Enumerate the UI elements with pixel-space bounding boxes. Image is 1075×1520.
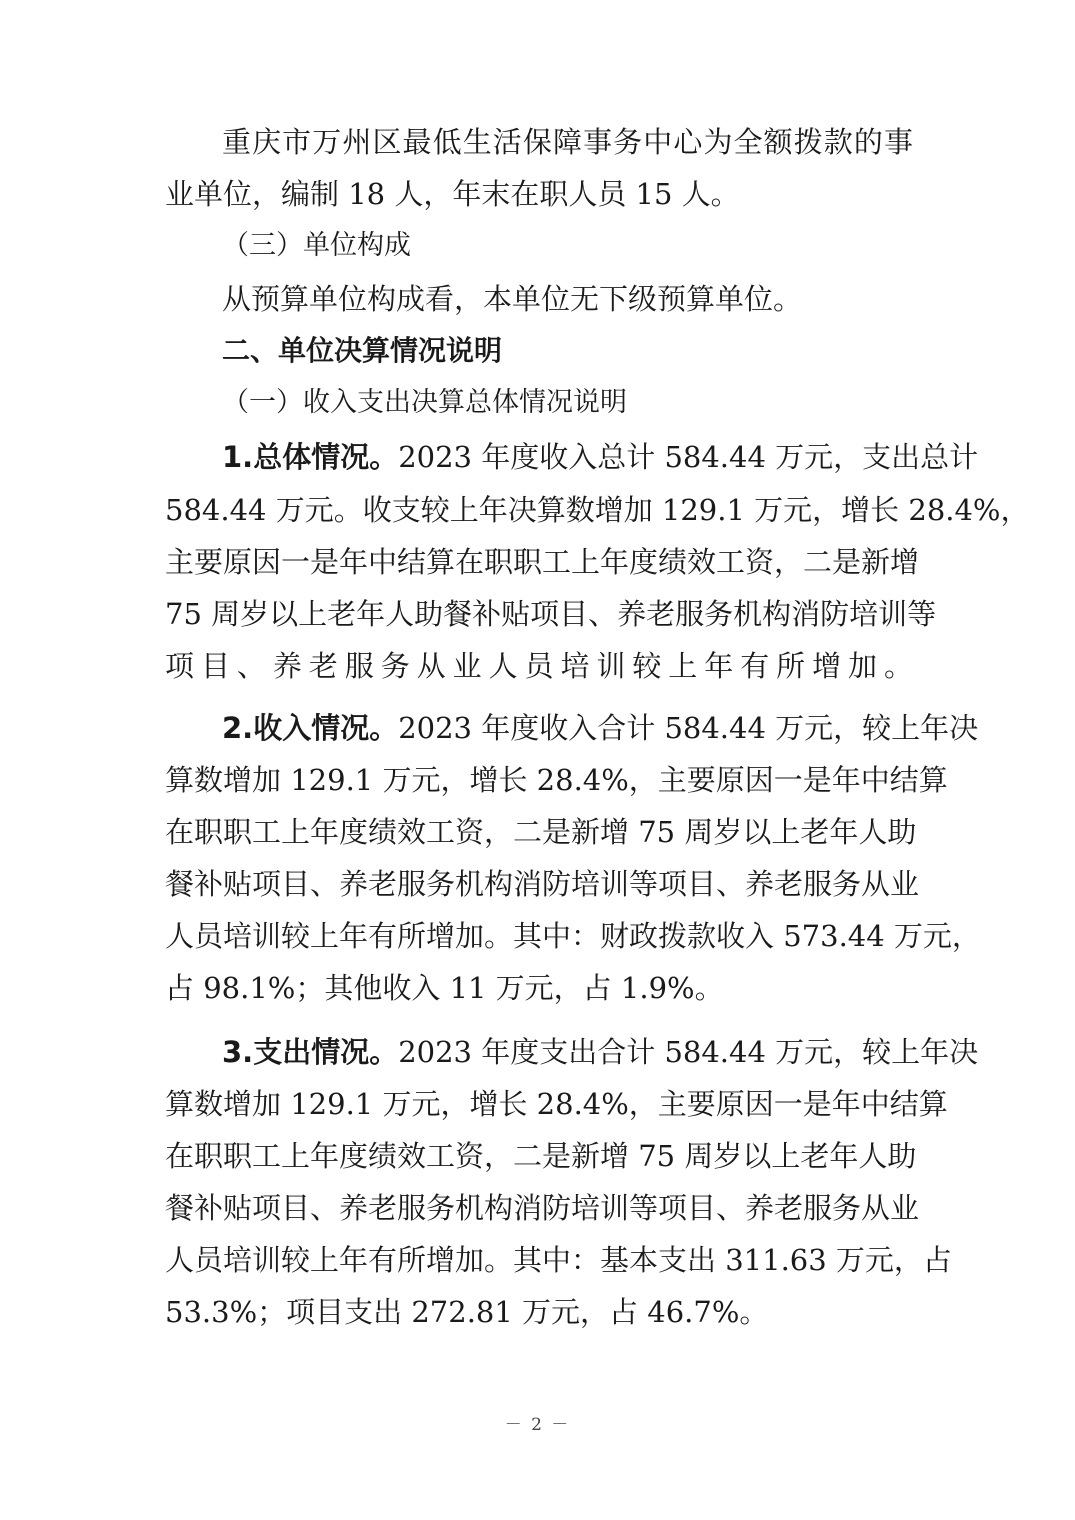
income-line-1-text: 2023 年度收入合计 584.44 万元，较上年决 — [398, 711, 979, 745]
income-line-1 — [222, 708, 979, 748]
income-lead: 2.收入情况。 — [222, 711, 399, 745]
expense-line-4: 餐补贴项目、养老服务机构消防培训等项目、养老服务从业 — [165, 1191, 920, 1225]
org-line-2: 业单位，编制 18 人，年末在职人员 15 人。 — [165, 177, 740, 211]
overall-line-3: 主要原因一是年中结算在职职工上年度绩效工资，二是新增 — [165, 545, 920, 579]
expense-line-2: 算数增加 129.1 万元，增长 28.4%，主要原因一是年中结算 — [165, 1087, 948, 1121]
overall-line-4: 75 周岁以上老年人助餐补贴项目、养老服务机构消防培训等 — [165, 597, 937, 631]
expense-line-5: 人员培训较上年有所增加。其中：基本支出 311.63 万元，占 — [165, 1243, 952, 1277]
composition-heading: （三）单位构成 — [222, 230, 411, 261]
expense-line-3: 在职职工上年度绩效工资，二是新增 75 周岁以上老年人助 — [165, 1139, 917, 1173]
expense-lead: 3.支出情况。 — [222, 1035, 399, 1069]
expense-line-1-text: 2023 年度支出合计 584.44 万元，较上年决 — [398, 1035, 979, 1069]
income-line-6: 占 98.1%；其他收入 11 万元，占 1.9%。 — [165, 971, 724, 1005]
section-heading: 二、单位决算情况说明 — [222, 334, 503, 367]
income-line-4: 餐补贴项目、养老服务机构消防培训等项目、养老服务从业 — [165, 867, 920, 901]
expense-line-6: 53.3%；项目支出 272.81 万元，占 46.7%。 — [165, 1295, 769, 1329]
income-line-2: 算数增加 129.1 万元，增长 28.4%，主要原因一是年中结算 — [165, 763, 948, 797]
expense-line-1 — [222, 1032, 979, 1072]
overall-line-1 — [222, 437, 979, 477]
subsection-heading: （一）收入支出决算总体情况说明 — [222, 387, 627, 418]
composition-text: 从预算单位构成看，本单位无下级预算单位。 — [222, 282, 803, 316]
overall-line-1-text: 2023 年度收入总计 584.44 万元，支出总计 — [398, 440, 979, 474]
org-line-1: 重庆市万州区最低生活保障事务中心为全额拨款的事 — [222, 125, 913, 159]
page-number: － 2 － — [504, 1415, 571, 1435]
income-line-3: 在职职工上年度绩效工资，二是新增 75 周岁以上老年人助 — [165, 815, 917, 849]
overall-line-5: 项目、养老服务从业人员培训较上年有所增加。 — [165, 649, 913, 683]
overall-line-2: 584.44 万元。收支较上年决算数增加 129.1 万元，增长 28.4%， — [165, 493, 1030, 527]
income-line-5: 人员培训较上年有所增加。其中：财政拨款收入 573.44 万元， — [165, 919, 981, 953]
overall-lead: 1.总体情况。 — [222, 440, 399, 474]
